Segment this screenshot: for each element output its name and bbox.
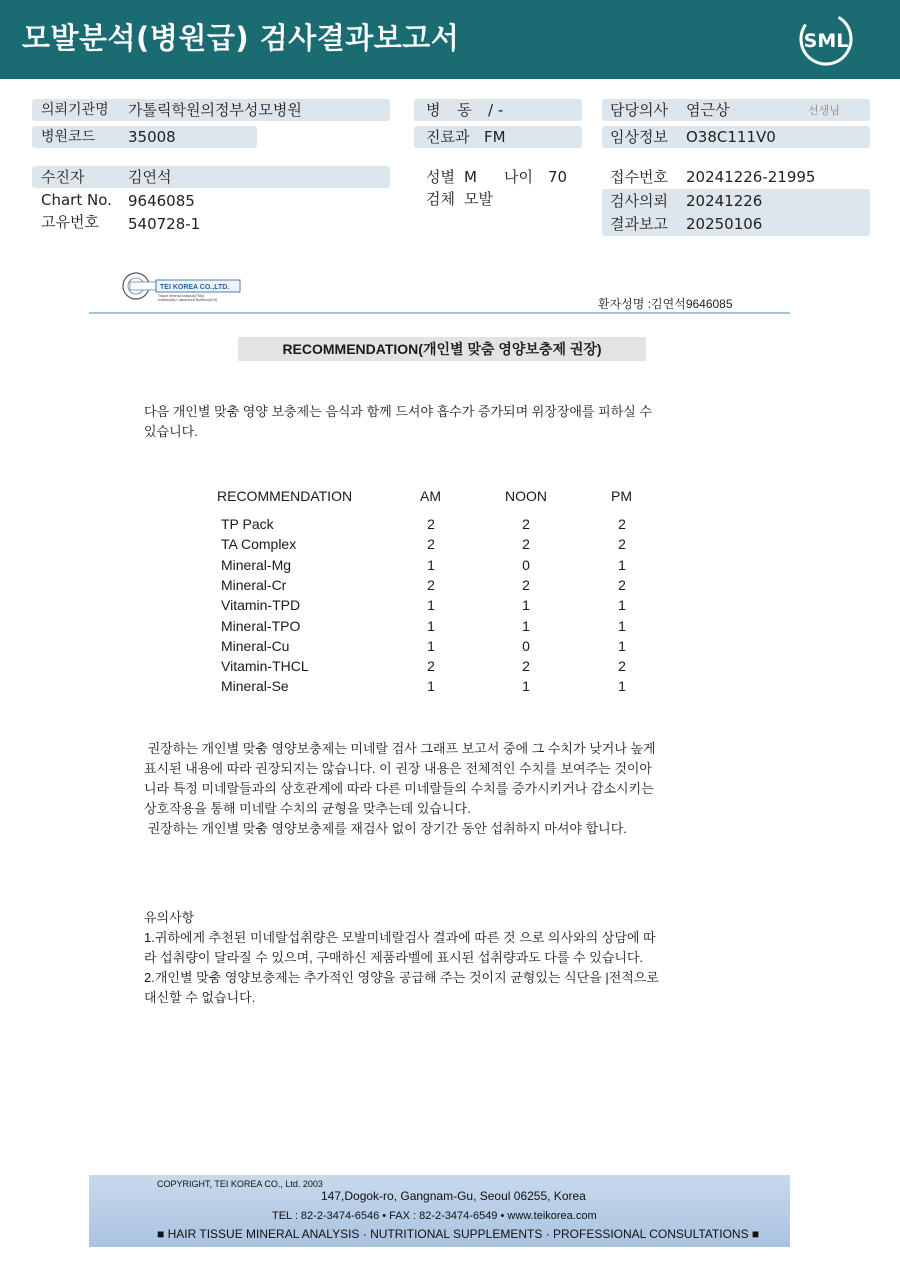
table-cell-am: 2 <box>427 576 435 593</box>
table-cell-noon: 2 <box>522 516 530 532</box>
caution-line: 1.귀하에게 추천된 미네랄섭취량은 모발미네랄검사 결과에 따른 것 으로 의사와의 상담에 따 <box>144 930 656 945</box>
table-cell-am: 1 <box>427 597 435 614</box>
table-cell-name: Mineral-TPO <box>221 617 301 634</box>
note-line: 권장하는 개인별 맞춤 영양보충제는 미네랄 검사 그래프 보고서 중에 그 수치가 낮거나 높게 <box>144 741 656 756</box>
divider-line <box>89 312 790 314</box>
id-label: 고유번호 <box>41 213 99 231</box>
patient-row-bg <box>32 166 390 188</box>
table-cell-am: 1 <box>427 556 435 573</box>
table-row <box>0 514 900 534</box>
table-cell-am: 2 <box>427 516 435 532</box>
page-title: 모발분석(병원급) 검사결과보고서 <box>22 21 460 55</box>
section-title-box <box>238 337 646 361</box>
table-cell-pm: 2 <box>618 536 626 553</box>
table-cell-name: TA Complex <box>221 536 297 553</box>
patient-name-line: 환자성명 :김연석9646085 <box>598 297 733 311</box>
table-row <box>0 656 900 676</box>
note-line: 표시된 내용에 따라 권장되지는 않습니다. 이 권장 내용은 전체적인 수치를 보여주는 것이아 <box>144 761 652 776</box>
specimen-value: 모발 <box>464 190 493 208</box>
table-cell-noon: 1 <box>522 617 530 634</box>
table-cell-name: Mineral-Mg <box>221 556 292 573</box>
table-row <box>0 676 900 696</box>
table-cell-name: Mineral-Cr <box>221 576 287 593</box>
section-title: RECOMMENDATION(개인별 맞춤 영양보충제 권장) <box>282 341 602 357</box>
request-label: 검사의뢰 <box>610 192 668 210</box>
clinical-label: 임상정보 <box>610 128 668 146</box>
table-row <box>0 616 900 636</box>
hosp-code-value: 35008 <box>128 128 176 146</box>
table-cell-noon: 1 <box>522 678 530 695</box>
table-cell-name: TP Pack <box>221 516 274 532</box>
footer-contact: TEL : 82-2-3474-6546 • FAX : 82-2-3474-6549 • www.teikorea.com <box>272 1210 597 1222</box>
org-label: 의뢰기관명 <box>41 102 109 118</box>
table-row <box>0 575 900 595</box>
col-header-noon: NOON <box>505 488 547 504</box>
footer-banner <box>89 1175 790 1247</box>
footer-copyright: COPYRIGHT, TEI KOREA CO., Ltd. 2003 <box>157 1179 323 1189</box>
age-value: 70 <box>548 168 568 186</box>
table-cell-pm: 1 <box>618 556 626 573</box>
caution-line: 라 섭취량이 달라질 수 있으며, 구매하신 제품라벨에 표시된 섭취량과도 다를 수 있습니다. <box>144 950 644 965</box>
receipt-label: 접수번호 <box>610 168 668 186</box>
note-line: 권장하는 개인별 맞춤 영양보충제를 재검사 없이 장기간 동안 섭취하지 마셔야 합니다. <box>144 821 627 836</box>
table-cell-name: Mineral-Cu <box>221 637 290 654</box>
caution-line: 유의사항 <box>144 910 195 925</box>
table-cell-am: 2 <box>427 536 435 553</box>
table-row <box>0 595 900 615</box>
doctor-label: 담당의사 <box>610 101 668 119</box>
receipt-value: 20241226-21995 <box>686 168 816 186</box>
intro-line-2: 있습니다. <box>144 424 198 439</box>
caution-line: 대신할 수 없습니다. <box>144 990 256 1005</box>
tei-logo-sub1: Tissue Mineral Analysis(TMA) <box>158 294 205 298</box>
note-line: 상호작용을 통해 미네랄 수치의 균형을 맞추는데 있습니다. <box>144 801 471 816</box>
table-cell-am: 1 <box>427 637 435 654</box>
specimen-label: 검체 <box>426 190 455 208</box>
table-cell-noon: 2 <box>522 658 530 675</box>
table-row <box>0 555 900 575</box>
request-value: 20241226 <box>686 192 763 210</box>
sml-logo-icon <box>797 10 855 68</box>
table-cell-noon: 1 <box>522 597 530 614</box>
table-cell-pm: 1 <box>618 678 626 695</box>
tei-logo-text: TEI KOREA CO.,LTD. <box>160 284 230 291</box>
table-cell-am: 1 <box>427 617 435 634</box>
table-cell-am: 1 <box>427 678 435 695</box>
result-value: 20250106 <box>686 215 763 233</box>
intro-line-1: 다음 개인별 맞춤 영양 보충제는 음식과 함께 드셔야 흡수가 증가되며 위장장애를 피하실 수 <box>144 404 652 419</box>
col-header-pm: PM <box>611 488 632 504</box>
table-cell-name: Vitamin-TPD <box>221 597 301 614</box>
logo-text: SML <box>803 30 849 52</box>
note-line: 니라 특정 미네랄들과의 상호관계에 따라 다른 미네랄들의 수치를 증가시키거나 감소시키는 <box>144 781 654 796</box>
table-cell-pm: 2 <box>618 516 626 532</box>
table-cell-noon: 2 <box>522 576 530 593</box>
table-cell-noon: 2 <box>522 536 530 553</box>
col-header-am: AM <box>420 488 441 504</box>
org-value: 가톨릭학원의정부성모병원 <box>128 101 302 119</box>
table-cell-pm: 1 <box>618 637 626 654</box>
table-cell-name: Mineral-Se <box>221 678 289 695</box>
patient-label: 수진자 <box>41 168 85 186</box>
table-cell-am: 2 <box>427 658 435 675</box>
table-row <box>0 636 900 656</box>
hosp-code-label: 병원코드 <box>41 129 96 145</box>
header-bar <box>0 0 900 79</box>
table-cell-name: Vitamin-THCL <box>221 658 309 675</box>
clinical-value: O38C111V0 <box>686 128 776 146</box>
chart-value: 9646085 <box>128 192 195 210</box>
caution-line: 2.개인별 맞춤 영양보충제는 추가적인 영양을 공급해 주는 것이지 균형있는 식단을 |전적으로 <box>144 970 659 985</box>
result-label: 결과보고 <box>610 215 668 233</box>
table-row <box>0 534 900 554</box>
dept-value: FM <box>484 128 506 146</box>
table-cell-pm: 2 <box>618 658 626 675</box>
footer-address: 147,Dogok-ro, Gangnam-Gu, Seoul 06255, Korea <box>321 1189 586 1203</box>
footer-tagline: ■ HAIR TISSUE MINERAL ANALYSIS · NUTRITIONAL SUPPLEMENTS · PROFESSIONAL CONSULTATIONS ■ <box>157 1227 760 1241</box>
ward-value: / - <box>488 101 504 119</box>
doctor-value: 염근상 <box>686 101 730 119</box>
ward-label: 병 동 <box>426 101 478 119</box>
sex-value: M <box>464 168 477 186</box>
table-cell-noon: 0 <box>522 556 530 573</box>
col-header-recommendation: RECOMMENDATION <box>217 488 353 504</box>
age-label: 나이 <box>504 168 533 186</box>
dept-label: 진료과 <box>426 128 470 146</box>
tei-logo-sub2: Individually Customized Nutrition(ICN) <box>158 298 218 302</box>
doctor-suffix: 선생님 <box>808 104 840 117</box>
table-cell-pm: 2 <box>618 576 626 593</box>
table-cell-pm: 1 <box>618 617 626 634</box>
id-value: 540728-1 <box>128 215 201 233</box>
tei-korea-logo <box>122 268 242 304</box>
table-cell-pm: 1 <box>618 597 626 614</box>
sex-label: 성별 <box>426 168 455 186</box>
patient-value: 김연석 <box>128 168 172 186</box>
table-cell-noon: 0 <box>522 637 530 654</box>
chart-label: Chart No. <box>41 191 112 209</box>
